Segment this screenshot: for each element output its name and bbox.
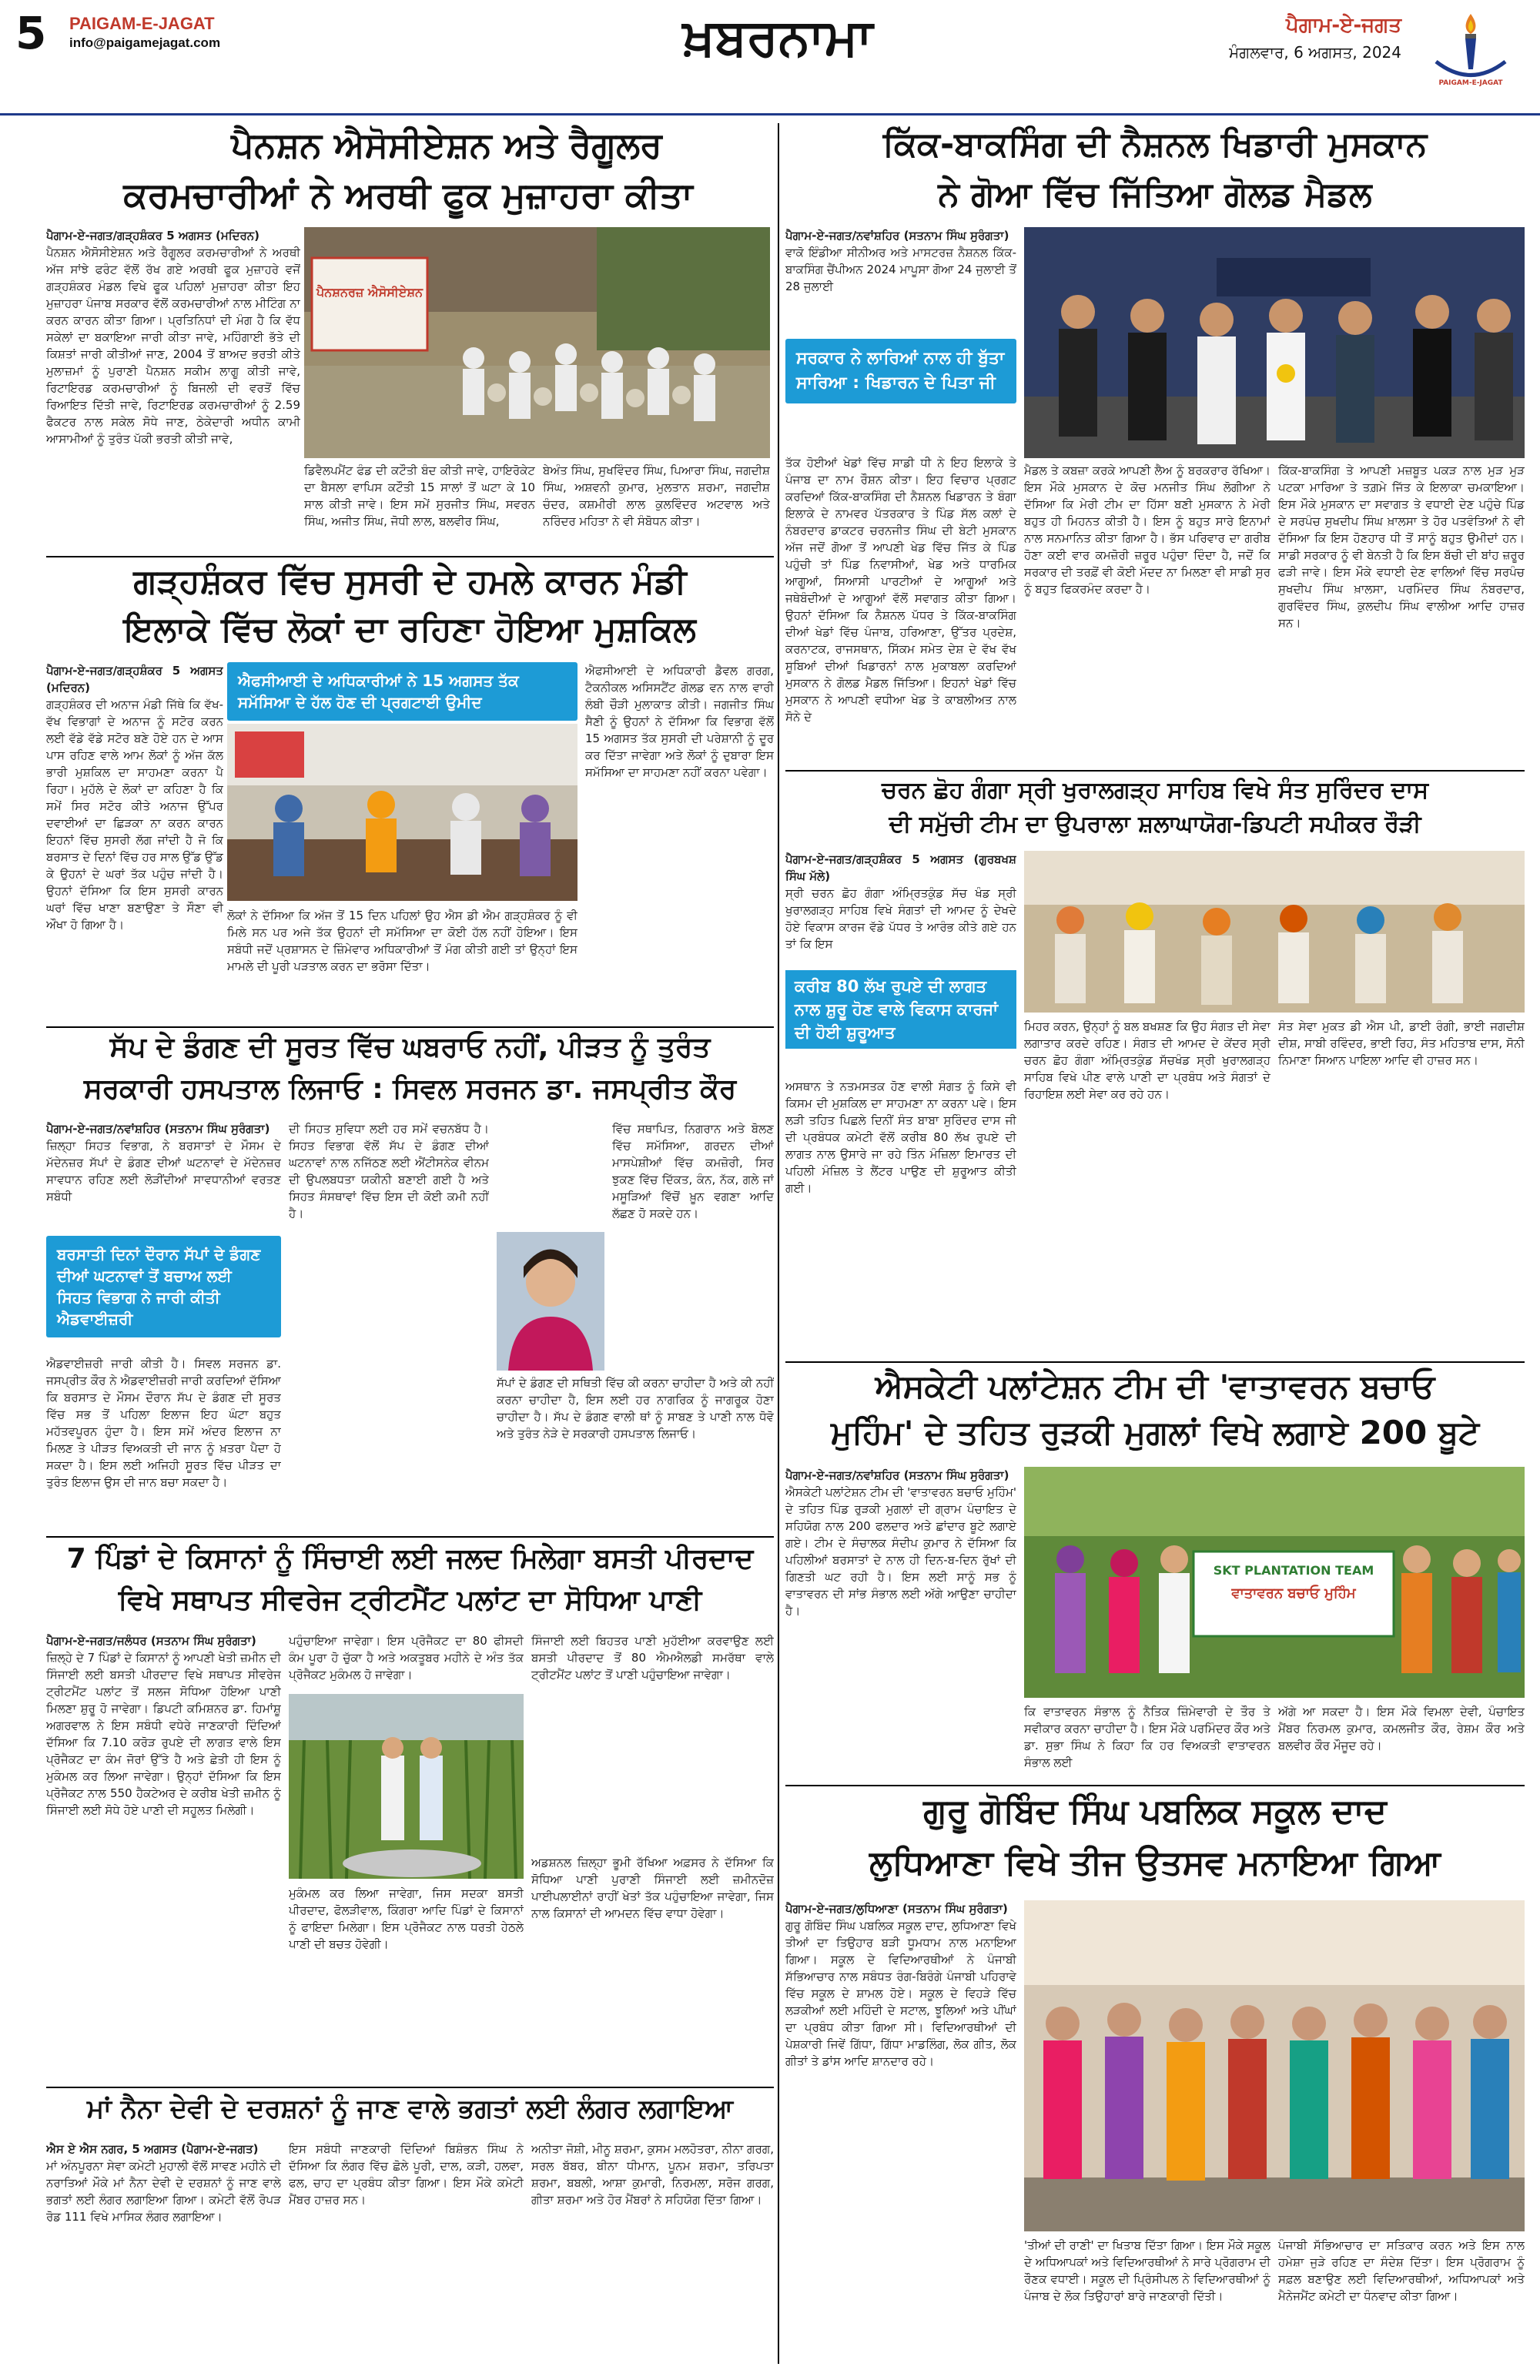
- pension-body-col2: ਡਿਵੈਲਪਮੈਂਟ ਫੰਡ ਦੀ ਕਟੌਤੀ ਬੰਦ ਕੀਤੀ ਜਾਵੇ, ਹਾਇਰੋਕੇਟ ਦਾ ਬੈਸਲਾ ਵਾਪਿਸ ਕਟੌਤੀ 15 ਸਾਲਾਂ ਤੋਂ ਘਟਾ ਕੇ 10 ਸਾਲ ਕੀਤੀ ਜਾਵੇ। ਇਸ ਸਮੇਂ ਸੁਰਜੀਤ ਸਿੰਘ, ਸਵਰਨ ਸਿੰਘ, ਅਜੀਤ ਸਿੰਘ, ਜੋਧੀ ਲਾਲ, ਬਲਵੀਰ ਸਿੰਘ,: [304, 464, 535, 528]
- farmers-body-col1: [46, 1632, 281, 2079]
- school-headline-1: ਗੁਰੂ ਗੋਬਿੰਦ ਸਿੰਘ ਪਬਲਿਕ ਸਕੂਲ ਦਾਦ: [923, 1792, 1387, 1831]
- kickbox-body-col1a: [785, 227, 1016, 335]
- garhshankar-callout: ਐਫਸੀਆਈ ਦੇ ਅਧਿਕਾਰੀਆਂ ਨੇ 15 ਅਗਸਤ ਤੱਕ ਸਮੱਸਿਆ ਦੇ ਹੱਲ ਹੋਣ ਦੀ ਪ੍ਰਗਟਾਈ ਉਮੀਦ: [227, 662, 578, 721]
- plantation-body-1: ਐਸਕੇਟੀ ਪਲਾਂਟੇਸ਼ਨ ਟੀਮ ਦੀ 'ਵਾਤਾਵਰਨ ਬਚਾਓ ਮੁਹਿੰਮ' ਦੇ ਤਹਿਤ ਪਿੰਡ ਰੁੜਕੀ ਮੁਗਲਾਂ ਦੀ ਗ੍ਰਾਮ ਪੰਚਾਇਤ ਦੇ ਸਹਿਯੋਗ ਨਾਲ 200 ਫਲਦਾਰ ਅਤੇ ਛਾਂਦਾਰ ਬੂਟੇ ਲਗਾਏ ਗਏ। ਟੀਮ ਦੇ ਸੰਚਾਲਕ ਸੰਦੀਪ ਕੁਮਾਰ ਨੇ ਦੱਸਿਆ ਕਿ ਪਹਿਲੀਆਂ ਬਰਸਾਤਾਂ ਦੇ ਨਾਲ ਹੀ ਦਿਨ-ਬ-ਦਿਨ ਰੁੱਖਾਂ ਦੀ ਗਿਣਤੀ ਘਟ ਰਹੀ ਹੈ। ਇਸ ਲਈ ਸਾਨੂੰ ਸਭ ਨੂੰ ਵਾਤਾਵਰਨ ਦੀ ਸਾਂਭ ਸੰਭਾਲ ਲਈ ਅੱਗੇ ਆਉਣਾ ਚਾਹੀਦਾ ਹੈ।: [785, 1485, 1016, 1618]
- farmers-dateline: ਪੈਗਾਮ-ਏ-ਜਗਤ/ਜਲੰਧਰ (ਸਤਨਾਮ ਸਿੰਘ ਸੁਰੰਗਤਾ): [46, 1634, 256, 1648]
- svg-text:SKT PLANTATION TEAM: SKT PLANTATION TEAM: [1213, 1563, 1374, 1578]
- school-body-1: ਗੁਰੂ ਗੋਬਿੰਦ ਸਿੰਘ ਪਬਲਿਕ ਸਕੂਲ ਦਾਦ, ਲੁਧਿਆਣਾ ਵਿਖੇ ਤੀਆਂ ਦਾ ਤਿਉਹਾਰ ਬੜੀ ਧੂਮਧਾਮ ਨਾਲ ਮਨਾਇਆ ਗਿਆ। ਸਕੂਲ ਦੇ ਵਿਦਿਆਰਥੀਆਂ ਨੇ ਪੰਜਾਬੀ ਸੱਭਿਆਚਾਰ ਨਾਲ ਸਬੰਧਤ ਰੰਗ-ਬਿਰੰਗੇ ਪੰਜਾਬੀ ਪਹਿਰਾਵੇ ਵਿੱਚ ਸਕੂਲ ਦੇ ਸ਼ਾਮਲ ਹੋਏ। ਸਕੂਲ ਦੇ ਵਿਹੜੇ ਵਿੱਚ ਲੜਕੀਆਂ ਲਈ ਮਹਿੰਦੀ ਦੇ ਸਟਾਲ, ਝੂਲਿਆਂ ਅਤੇ ਪੀਂਘਾਂ ਦਾ ਪ੍ਰਬੰਧ ਕੀਤਾ ਗਿਆ ਸੀ। ਵਿਦਿਆਰਥੀਆਂ ਦੀ ਪੇਸ਼ਕਾਰੀ ਜਿਵੇਂ ਗਿੱਧਾ, ਗਿੱਧਾ ਮਾਡਲਿੰਗ, ਲੋਕ ਗੀਤ, ਲੋਕ ਗੀਤਾਂ ਤੇ ਡਾਂਸ ਆਦਿ ਸ਼ਾਨਦਾਰ ਰਹੇ।: [785, 1919, 1016, 2068]
- farmers-body-col3: ਸਿੰਜਾਈ ਲਈ ਬਿਹਤਰ ਪਾਣੀ ਮੁਹੱਈਆ ਕਰਵਾਉਣ ਲਈ ਬਸਤੀ ਪੀਰਦਾਦ ਤੋਂ 80 ਐਮਐਲਡੀ ਸਮਰੱਥਾ ਵਾਲੇ ਟ੍ਰੀਟਮੈਂਟ ਪਲਾਂਟ ਤੋਂ ਪਾਣੀ ਪਹੁੰਚਾਇਆ ਜਾਵੇਗਾ।: [531, 1634, 774, 1682]
- garhshankar-body-1: ਗੜ੍ਹਸ਼ੰਕਰ ਦੀ ਅਨਾਜ ਮੰਡੀ ਜਿੱਥੇ ਕਿ ਵੱਖ-ਵੱਖ ਵਿਭਾਗਾਂ ਦੇ ਅਨਾਜ ਨੂੰ ਸਟੋਰ ਕਰਨ ਲਈ ਵੱਡੇ ਵੱਡੇ ਸਟੋਰ ਬਣੇ ਹੋਏ ਹਨ ਦੇ ਆਸ ਪਾਸ ਰਹਿਣ ਵਾਲੇ ਆਮ ਲੋਕਾਂ ਨੂੰ ਅੱਜ ਕੱਲ ਭਾਰੀ ਮੁਸ਼ਕਿਲ ਦਾ ਸਾਹਮਣਾ ਕਰਨਾ ਪੈ ਰਿਹਾ। ਮੁਹੱਲੇ ਦੇ ਲੋਕਾਂ ਦਾ ਕਹਿਣਾ ਹੈ ਕਿ ਸਮੇਂ ਸਿਰ ਸਟੋਰ ਕੀਤੇ ਅਨਾਜ ਉੱਪਰ ਦਵਾਈਆਂ ਦਾ ਛਿੜਕਾ ਨਾ ਕਰਨ ਕਾਰਨ ਇਹਨਾਂ ਵਿੱਚ ਸੁਸਰੀ ਲੱਗ ਜਾਂਦੀ ਹੈ ਜੋ ਕਿ ਬਰਸਾਤ ਦੇ ਦਿਨਾਂ ਵਿੱਚ ਹਰ ਸਾਲ ਉੱਡ ਉੱਡ ਕੇ ਉਹਨਾਂ ਦੇ ਘਰਾਂ ਤੱਕ ਪਹੁੰਚ ਜਾਂਦੀ ਹੈ। ਉਹਨਾਂ ਦੱਸਿਆ ਕਿ ਇਸ ਸੁਸਰੀ ਕਾਰਨ ਘਰਾਂ ਵਿੱਚ ਖਾਣਾ ਬਣਾਉਣਾ ਤੇ ਸੌਣਾ ਵੀ ਔਖਾ ਹੋ ਗਿਆ ਹੈ।: [46, 698, 223, 932]
- school-headline-2: ਲੁਧਿਆਣਾ ਵਿਖੇ ਤੀਜ ਉਤਸਵ ਮਨਾਇਆ ਗਿਆ: [869, 1843, 1441, 1883]
- plantation-photo: [1024, 1467, 1525, 1698]
- email-link[interactable]: info@paigamejagat.com: [69, 35, 221, 50]
- school-body-col3: ਪੰਜਾਬੀ ਸੱਭਿਆਚਾਰ ਦਾ ਸਤਿਕਾਰ ਕਰਨ ਅਤੇ ਇਸ ਨਾਲ ਹਮੇਸ਼ਾ ਜੁੜੇ ਰਹਿਣ ਦਾ ਸੰਦੇਸ਼ ਦਿੱਤਾ। ਇਸ ਪ੍ਰੋਗਰਾਮ ਨੂੰ ਸਫ਼ਲ ਬਣਾਉਣ ਲਈ ਵਿਦਿਆਰਥੀਆਂ, ਅਧਿਆਪਕਾਂ ਅਤੇ ਮੈਨੇਜਮੈਂਟ ਕਮੇਟੀ ਦਾ ਧੰਨਵਾਦ ਕੀਤਾ ਗਿਆ।: [1278, 2238, 1525, 2303]
- snake-headline-1: ਸੱਪ ਦੇ ਡੰਗਣ ਦੀ ਸੂਰਤ ਵਿੱਚ ਘਬਰਾਓ ਨਹੀਂ, ਪੀੜਤ ਨੂੰ ਤੁਰੰਤ: [109, 1032, 711, 1063]
- ganga-body-1: ਸ੍ਰੀ ਚਰਨ ਛੋਹ ਗੰਗਾ ਅੰਮ੍ਰਿਤਕੁੰਡ ਸੱਚ ਖੰਡ ਸ੍ਰੀ ਖੁਰਾਲਗੜ੍ਹ ਸਾਹਿਬ ਵਿਖੇ ਸੰਗਤਾਂ ਦੀ ਆਮਦ ਨੂੰ ਦੇਖਦੇ ਹੋਏ ਵਿਕਾਸ ਕਾਰਜ ਵੱਡੇ ਪੱਧਰ ਤੇ ਆਰੰਭ ਕੀਤੇ ਗਏ ਹਨ ਤਾਂ ਕਿ ਇਸ: [785, 886, 1016, 951]
- kickbox-dateline: ਪੈਗਾਮ-ਏ-ਜਗਤ/ਨਵਾਂਸ਼ਹਿਰ (ਸਤਨਾਮ ਸਿੰਘ ਸੁਰੰਗਤਾ): [785, 229, 1009, 243]
- garhshankar-body-col2: ਲੋਕਾਂ ਨੇ ਦੱਸਿਆ ਕਿ ਅੱਜ ਤੋਂ 15 ਦਿਨ ਪਹਿਲਾਂ ਉਹ ਐਸ ਡੀ ਐਮ ਗੜ੍ਹਸ਼ੰਕਰ ਨੂੰ ਵੀ ਮਿਲੇ ਸਨ ਪਰ ਅਜੇ ਤੱਕ ਉਹਨਾਂ ਦੀ ਸਮੱਸਿਆ ਦਾ ਕੋਈ ਹੱਲ ਨਹੀਂ ਹੋਇਆ। ਇਸ ਸਬੰਧੀ ਜਦੋਂ ਪ੍ਰਸ਼ਾਸਨ ਦੇ ਜ਼ਿੰਮੇਵਾਰ ਅਧਿਕਾਰੀਆਂ ਤੋਂ ਮੰਗ ਕੀਤੀ ਗਈ ਤਾਂ ਉਨ੍ਹਾਂ ਇਸ ਮਾਮਲੇ ਦੀ ਪੂਰੀ ਪੜਤਾਲ ਕਰਨ ਦਾ ਭਰੋਸਾ ਦਿੱਤਾ।: [227, 909, 578, 973]
- snake-body-col1a: [46, 1120, 281, 1232]
- garhshankar-headline-1: ਗੜ੍ਹਸ਼ੰਕਰ ਵਿੱਚ ਸੁਸਰੀ ਦੇ ਹਮਲੇ ਕਾਰਨ ਮੰਡੀ: [133, 562, 687, 601]
- school-body-col2: 'ਤੀਆਂ ਦੀ ਰਾਣੀ' ਦਾ ਖਿਤਾਬ ਦਿੱਤਾ ਗਿਆ। ਇਸ ਮੌਕੇ ਸਕੂਲ ਦੇ ਅਧਿਆਪਕਾਂ ਅਤੇ ਵਿਦਿਆਰਥੀਆਂ ਨੇ ਸਾਰੇ ਪ੍ਰੋਗਰਾਮ ਦੀ ਰੌਣਕ ਵਧਾਈ। ਸਕੂਲ ਦੀ ਪ੍ਰਿੰਸੀਪਲ ਨੇ ਵਿਦਿਆਰਥੀਆਂ ਨੂੰ ਪੰਜਾਬ ਦੇ ਲੋਕ ਤਿਉਹਾਰਾਂ ਬਾਰੇ ਜਾਣਕਾਰੀ ਦਿੱਤੀ।: [1024, 2238, 1270, 2303]
- pension-protest-photo: [304, 227, 770, 458]
- pension-body-1: ਪੈਨਸ਼ਨ ਐਸੋਸੀਏਸ਼ਨ ਅਤੇ ਰੈਗੂਲਰ ਕਰਮਚਾਰੀਆਂ ਨੇ ਅਰਥੀ ਅੱਜ ਸਾਂਝੇ ਫਰੰਟ ਵੱਲੋਂ ਰੱਖ ਗਏ ਅਰਥੀ ਫੂਕ ਮੁਜ਼ਾਹਰੇ ਵਜੋਂ ਗੜ੍ਹਸ਼ੰਕਰ ਮੰਡਲ ਵਿਖੇ ਫੂਕ ਪਹਿਲਾਂ ਮੁਜ਼ਾਹਰਾ ਕੀਤਾ ਇਹ ਮੁਜ਼ਾਹਰਾ ਪੰਜਾਬ ਸਰਕਾਰ ਵੱਲੋਂ ਕਰਮਚਾਰੀਆਂ ਨਾਲ ਮੀਟਿੰਗ ਨਾ ਕਰਨ ਕਾਰਨ ਕੀਤਾ ਗਿਆ। ਪ੍ਰਤਿਨਿਧਾਂ ਦੀ ਮੰਗ ਹੈ ਕਿ ਵੱਧ ਸਕੇਲਾਂ ਦਾ ਬਕਾਇਆ ਜਾਰੀ ਕੀਤਾ ਜਾਵੇ, ਮਹਿੰਗਾਈ ਭੱਤੇ ਦੀ ਕਿਸ਼ਤਾਂ ਜਾਰੀ ਕੀਤੀਆਂ ਜਾਣ, 2004 ਤੋਂ ਬਾਅਦ ਭਰਤੀ ਕੀਤੇ ਮੁਲਾਜ਼ਮਾਂ ਨੂੰ ਪੁਰਾਣੀ ਪੈਨਸ਼ਨ ਸਕੀਮ ਲਾਗੂ ਕੀਤੀ ਜਾਵੇ, ਰਿਟਾਇਰਡ ਕਰਮਚਾਰੀਆਂ ਨੂੰ ਬਿਜਲੀ ਦੀ ਵਰਤੋਂ ਵਿੱਚ ਰਿਆਇਤ ਦਿੱਤੀ ਜਾਵੇ, ਰਿਟਾਇਰਡ ਕਰਮਚਾਰੀਆਂ ਨੂੰ 2.59 ਫੈਕਟਰ ਨਾਲ ਸਕੇਲ ਸੋਧੇ ਜਾਣ, ਠੇਕੇਦਾਰੀ ਅਧੀਨ ਕਾਮੀ ਆਸਾਮੀਆਂ ਨੂੰ ਤੁਰੰਤ ਪੱਕੀ ਭਰਤੀ ਕੀਤੀ ਜਾਵੇ,: [46, 246, 300, 446]
- civil-surgeon-photo: [497, 1232, 604, 1371]
- snake-callout: ਬਰਸਾਤੀ ਦਿਨਾਂ ਦੌਰਾਨ ਸੱਪਾਂ ਦੇ ਡੰਗਣ ਦੀਆਂ ਘਟਨਾਵਾਂ ਤੋਂ ਬਚਾਅ ਲਈ ਸਿਹਤ ਵਿਭਾਗ ਨੇ ਜਾਰੀ ਕੀਤੀ ਐਡਵਾਈਜ਼ਰੀ: [46, 1236, 281, 1337]
- kickbox-headline-2: ਨੇ ਗੋਆ ਵਿੱਚ ਜਿੱਤਿਆ ਗੋਲਡ ਮੈਡਲ: [938, 175, 1372, 214]
- kickbox-body-col3: ਕਿੱਕ-ਬਾਕਸਿੰਗ ਤੇ ਆਪਣੀ ਮਜ਼ਬੂਤ ਪਕੜ ਨਾਲ ਮੁੜ ਮੁੜ ਪਟਕਾ ਮਾਰਿਆ ਤੇ ਤਗ਼ਮੇ ਜਿੱਤ ਕੇ ਇਲਾਕਾ ਚਮਕਾਇਆ। ਇਸ ਮੌਕੇ ਮੁਸਕਾਨ ਦਾ ਸਵਾਗਤ ਤੇ ਵਧਾਈ ਦੇਣ ਪਹੁੰਚੇ ਪਿੰਡ ਦੇ ਸਰਪੰਚ ਸੁਖਦੀਪ ਸਿੰਘ ਖ਼ਾਲਸਾ ਤੇ ਹੋਰ ਪਤਵੰਤਿਆਂ ਨੇ ਵੀ ਦੱਸਿਆ ਕਿ ਇਸ ਹੋਣਹਾਰ ਧੀ ਤੋਂ ਸਾਨੂੰ ਬਹੁਤ ਉਮੀਦਾਂ ਹਨ। ਸਾਡੀ ਸਰਕਾਰ ਨੂੰ ਵੀ ਬੇਨਤੀ ਹੈ ਕਿ ਇਸ ਬੱਚੀ ਦੀ ਬਾਂਹ ਜ਼ਰੂਰ ਫੜੀ ਜਾਵੇ। ਇਸ ਮੌਕੇ ਵਧਾਈ ਦੇਣ ਵਾਲਿਆਂ ਵਿੱਚ ਸਰਪੰਚ ਸੁਖਦੀਪ ਸਿੰਘ ਖ਼ਾਲਸਾ, ਪਰਮਿੰਦਰ ਸਿੰਘ ਨੰਬਰਦਾਰ, ਗੁਰਵਿੰਦਰ ਸਿੰਘ, ਕੁਲਦੀਪ ਸਿੰਘ ਵਾਲੀਆ ਆਦਿ ਹਾਜ਼ਰ ਸਨ।: [1278, 464, 1525, 630]
- kickbox-body-1: ਵਾਕੋ ਇੰਡੀਆ ਸੀਨੀਅਰ ਅਤੇ ਮਾਸਟਰਜ਼ ਨੈਸ਼ਨਲ ਕਿੱਕ-ਬਾਕਸਿੰਗ ਚੈਂਪੀਅਨ 2024 ਮਾਪੂਸਾ ਗੋਆ 24 ਜੁਲਾਈ ਤੋਂ 28 ਜੁਲਾਈ: [785, 246, 1016, 293]
- garhshankar-meeting-photo: [227, 724, 578, 901]
- column-divider: [778, 123, 779, 2364]
- svg-text:ਵਾਤਾਵਰਨ ਬਚਾਓ ਮੁਹਿੰਮ: ਵਾਤਾਵਰਨ ਬਚਾਓ ਮੁਹਿੰਮ: [1231, 1585, 1356, 1602]
- kickbox-body-col2: ਮੈਡਲ ਤੇ ਕਬਜ਼ਾ ਕਰਕੇ ਆਪਣੀ ਲੈਅ ਨੂੰ ਬਰਕਰਾਰ ਰੱਖਿਆ। ਇਸ ਮੌਕੇ ਮੁਸਕਾਨ ਦੇ ਕੋਚ ਮਨਜੀਤ ਸਿੰਘ ਲੋਗੀਆ ਨੇ ਦੱਸਿਆ ਕਿ ਮੇਰੀ ਟੀਮ ਦਾ ਹਿੱਸਾ ਬਣੀ ਮੁਸਕਾਨ ਨੇ ਮੇਰੀ ਬਹੁਤ ਹੀ ਮਿਹਨਤ ਕੀਤੀ ਹੈ। ਇਸ ਨੂੰ ਬਹੁਤ ਸਾਰੇ ਇਨਾਮਾਂ ਨਾਲ ਸਨਮਾਨਿਤ ਕੀਤਾ ਗਿਆ ਹੈ। ਭੱਸ ਪਰਿਵਾਰ ਦਾ ਗਰੀਬ ਹੋਣਾ ਕਈ ਵਾਰ ਕਮਜ਼ੋਰੀ ਜ਼ਰੂਰ ਪਹੁੰਚਾ ਦਿੰਦਾ ਹੈ, ਜਦੋਂ ਕਿ ਸਰਕਾਰ ਦੀ ਤਰਫ਼ੋਂ ਵੀ ਕੋਈ ਮੱਦਦ ਨਾ ਮਿਲਣਾ ਵੀ ਸਾਡੀ ਸੁਰ ਨੂੰ ਬਹੁਤ ਫਿਕਰਮੰਦ ਕਰਦਾ ਹੈ।: [1024, 464, 1270, 596]
- snake-body-col3: ਵਿੱਚ ਸਥਾਪਿਤ, ਨਿਗਰਾਨ ਅਤੇ ਬੋਲਣ ਵਿੱਚ ਸਮੱਸਿਆ, ਗਰਦਨ ਦੀਆਂ ਮਾਸਪੇਸ਼ੀਆਂ ਵਿੱਚ ਕਮਜ਼ੋਰੀ, ਸਿਰ ਝੁਕਣ ਵਿੱਚ ਦਿੱਕਤ, ਕੰਨ, ਨੱਕ, ਗਲੇ ਜਾਂ ਮਸੂੜਿਆਂ ਵਿੱਚੋਂ ਖ਼ੂਨ ਵਗਣਾ ਆਦਿ ਲੱਛਣ ਹੋ ਸਕਦੇ ਹਨ।: [612, 1122, 774, 1220]
- pension-headline-2: ਕਰਮਚਾਰੀਆਂ ਨੇ ਅਰਥੀ ਫੂਕ ਮੁਜ਼ਾਹਰਾ ਕੀਤਾ: [123, 174, 693, 216]
- langar-dateline: ਐਸ ਏ ਐਸ ਨਗਰ, 5 ਅਗਸਤ (ਪੈਗਾਮ-ਏ-ਜਗਤ): [46, 2142, 259, 2156]
- farmers-body-col2: ਪਹੁੰਚਾਇਆ ਜਾਵੇਗਾ। ਇਸ ਪ੍ਰੋਜੈਕਟ ਦਾ 80 ਫੀਸਦੀ ਕੰਮ ਪੂਰਾ ਹੋ ਚੁੱਕਾ ਹੈ ਅਤੇ ਅਕਤੂਬਰ ਮਹੀਨੇ ਦੇ ਅੰਤ ਤੱਕ ਪ੍ਰੋਜੈਕਟ ਮੁਕੰਮਲ ਹੋ ਜਾਵੇਗਾ।: [289, 1634, 524, 1682]
- kickbox-headline-1: ਕਿੱਕ-ਬਾਕਸਿੰਗ ਦੀ ਨੈਸ਼ਨਲ ਖਿਡਾਰੀ ਮੁਸਕਾਨ: [882, 125, 1428, 164]
- brand-gurmukhi: ਪੈਗਾਮ-ਏ-ਜਗਤ: [1286, 14, 1401, 37]
- school-teej-photo: [1024, 1900, 1525, 2231]
- garhshankar-body-col3: ਐਫਸੀਆਈ ਦੇ ਅਧਿਕਾਰੀ ਡੈਵਲ ਗਰਗ, ਟੈਕਨੀਕਲ ਅਸਿਸਟੈਂਟ ਗੋਲਡ ਵਨ ਨਾਲ ਵਾਰੀ ਲੰਬੀ ਚੌੜੀ ਮੁਲਾਕਾਤ ਕੀਤੀ। ਜਗਜੀਤ ਸਿੰਘ ਸੈਣੀ ਨੂੰ ਉਹਨਾਂ ਨੇ ਦੱਸਿਆ ਕਿ ਵਿਭਾਗ ਵੱਲੋਂ 15 ਅਗਸਤ ਤੱਕ ਸੁਸਰੀ ਦੀ ਪਰੇਸ਼ਾਨੀ ਨੂੰ ਦੂਰ ਕਰ ਦਿੱਤਾ ਜਾਵੇਗਾ ਅਤੇ ਲੋਕਾਂ ਨੂੰ ਦੁਬਾਰਾ ਇਸ ਸਮੱਸਿਆ ਦਾ ਸਾਹਮਣਾ ਨਹੀਂ ਕਰਨਾ ਪਵੇਗਾ।: [585, 664, 774, 779]
- masthead: ਖ਼ਬਰਨਾਮਾ: [682, 8, 873, 67]
- langar-headline: ਮਾਂ ਨੈਨਾ ਦੇਵੀ ਦੇ ਦਰਸ਼ਨਾਂ ਨੂੰ ਜਾਣ ਵਾਲੇ ਭਗਤਾਂ ਲਈ ਲੰਗਰ ਲਗਾਇਆ: [86, 2094, 734, 2124]
- torch-logo-icon: [1421, 8, 1521, 92]
- plantation-body-col3: ਅੱਗੇ ਆ ਸਕਦਾ ਹੈ। ਇਸ ਮੌਕੇ ਵਿਮਲਾ ਦੇਵੀ, ਪੰਚਾਇਤ ਮੈਂਬਰ ਨਿਰਮਲ ਕੁਮਾਰ, ਕਮਲਜੀਤ ਕੌਰ, ਰੇਸ਼ਮ ਕੌਰ ਅਤੇ ਬਲਵੀਰ ਕੌਰ ਮੌਜੂਦ ਰਹੇ।: [1278, 1705, 1525, 1752]
- page-number: 5: [15, 7, 47, 59]
- langar-body-col3: ਅਨੀਤਾ ਜੋਸ਼ੀ, ਮੀਨੂ ਸ਼ਰਮਾ, ਕੁਸਮ ਮਲਹੋਤਰਾ, ਨੀਨਾ ਗਰਗ, ਸਰਲ ਬੱਬਰ, ਬੀਨਾ ਧੀਮਾਨ, ਪੂਨਮ ਸ਼ਰਮਾ, ਤਰਿਪਤਾ ਸ਼ਰਮਾ, ਬਬਲੀ, ਆਸ਼ਾ ਕੁਮਾਰੀ, ਨਿਰਮਲਾ, ਸਰੋਜ ਗਰਗ, ਗੀਤਾ ਸ਼ਰਮਾ ਅਤੇ ਹੋਰ ਮੈਂਬਰਾਂ ਨੇ ਸਹਿਯੋਗ ਦਿੱਤਾ ਗਿਆ।: [531, 2142, 774, 2207]
- pension-headline-1: ਪੈਨਸ਼ਨ ਐਸੋਸੀਏਸ਼ਨ ਅਤੇ ਰੈਗੂਲਰ: [231, 124, 662, 166]
- snake-body-col1b: ਐਡਵਾਈਜ਼ਰੀ ਜਾਰੀ ਕੀਤੀ ਹੈ। ਸਿਵਲ ਸਰਜਨ ਡਾ. ਜਸਪ੍ਰੀਤ ਕੌਰ ਨੇ ਐਡਵਾਈਜ਼ਰੀ ਜਾਰੀ ਕਰਦਿਆਂ ਦੱਸਿਆ ਕਿ ਬਰਸਾਤ ਦੇ ਮੌਸਮ ਦੌਰਾਨ ਸੱਪ ਦੇ ਡੰਗਣ ਦੀ ਸੂਰਤ ਵਿੱਚ ਸਭ ਤੋਂ ਪਹਿਲਾ ਇਲਾਜ ਇਹ ਘੰਟਾ ਬਹੁਤ ਮਹੱਤਵਪੂਰਨ ਹੁੰਦਾ ਹੈ। ਇਸ ਸਮੇਂ ਅੰਦਰ ਇਲਾਜ ਨਾ ਮਿਲਣ ਤੇ ਪੀੜਤ ਵਿਅਕਤੀ ਦੀ ਜਾਨ ਨੂੰ ਖ਼ਤਰਾ ਪੈਦਾ ਹੋ ਸਕਦਾ ਹੈ। ਇਸ ਲਈ ਅਜਿਹੀ ਸੂਰਤ ਵਿੱਚ ਪੀੜਤ ਦਾ ਤੁਰੰਤ ਇਲਾਜ ਉਸ ਦੀ ਜਾਨ ਬਚਾ ਸਕਦਾ ਹੈ।: [46, 1357, 281, 1489]
- farmers-body-1: ਜ਼ਿਲ੍ਹੇ ਦੇ 7 ਪਿੰਡਾਂ ਦੇ ਕਿਸਾਨਾਂ ਨੂੰ ਆਪਣੀ ਖੇਤੀ ਜ਼ਮੀਨ ਦੀ ਸਿੰਜਾਈ ਲਈ ਬਸਤੀ ਪੀਰਦਾਦ ਵਿਖੇ ਸਥਾਪਤ ਸੀਵਰੇਜ ਟ੍ਰੀਟਮੈਂਟ ਪਲਾਂਟ ਤੋਂ ਸਲਜ ਸੋਧਿਆ ਹੋਇਆ ਪਾਣੀ ਮਿਲਣਾ ਸ਼ੁਰੂ ਹੋ ਜਾਵੇਗਾ। ਡਿਪਟੀ ਕਮਿਸ਼ਨਰ ਡਾ. ਹਿਮਾਂਸ਼ੂ ਅਗਰਵਾਲ ਨੇ ਇਸ ਸਬੰਧੀ ਵਧੇਰੇ ਜਾਣਕਾਰੀ ਦਿੰਦਿਆਂ ਦੱਸਿਆ ਕਿ 7.10 ਕਰੋੜ ਰੁਪਏ ਦੀ ਲਾਗਤ ਵਾਲੇ ਇਸ ਪ੍ਰੋਜੈਕਟ ਦਾ ਕੰਮ ਜੋਰਾਂ ਉੱਤੇ ਹੈ ਅਤੇ ਛੇਤੀ ਹੀ ਇਸ ਨੂੰ ਮੁਕੰਮਲ ਕਰ ਲਿਆ ਜਾਵੇਗਾ। ਉਨ੍ਹਾਂ ਦੱਸਿਆ ਕਿ ਇਸ ਪ੍ਰੋਜੈਕਟ ਨਾਲ 550 ਹੈਕਟੇਅਰ ਦੇ ਕਰੀਬ ਖੇਤੀ ਜ਼ਮੀਨ ਨੂੰ ਸਿੰਜਾਈ ਲਈ ਸੋਧੇ ਹੋਏ ਪਾਣੀ ਦੀ ਸਹੂਲਤ ਮਿਲੇਗੀ।: [46, 1651, 281, 1817]
- langar-body-1: ਮਾਂ ਅੰਨਪੂਰਨਾ ਸੇਵਾ ਕਮੇਟੀ ਮੁਹਾਲੀ ਵੱਲੋਂ ਸਾਵਣ ਮਹੀਨੇ ਦੀ ਨਰਾਤਿਆਂ ਮੌਕੇ ਮਾਂ ਨੈਨਾ ਦੇਵੀ ਦੇ ਦਰਸ਼ਨਾਂ ਨੂੰ ਜਾਣ ਵਾਲੇ ਭਗਤਾਂ ਲਈ ਲੰਗਰ ਲਗਾਇਆ ਗਿਆ। ਕਮੇਟੀ ਵੱਲੋਂ ਰੋਪੜ ਰੋਡ 111 ਵਿਖੇ ਮਾਸਿਕ ਲੰਗਰ ਲਗਾਇਆ।: [46, 2159, 281, 2224]
- plantation-dateline: ਪੈਗਾਮ-ਏ-ਜਗਤ/ਨਵਾਂਸ਼ਹਿਰ (ਸਤਨਾਮ ਸਿੰਘ ਸੁਰੰਗਤਾ): [785, 1468, 1009, 1482]
- kickbox-callout: ਸਰਕਾਰ ਨੇ ਲਾਰਿਆਂ ਨਾਲ ਹੀ ਬੁੱਤਾ ਸਾਰਿਆ : ਖਿਡਾਰਨ ਦੇ ਪਿਤਾ ਜੀ: [785, 339, 1016, 403]
- snake-headline-2: ਸਰਕਾਰੀ ਹਸਪਤਾਲ ਲਿਜਾਓ : ਸਿਵਲ ਸਰਜਨ ਡਾ. ਜਸਪ੍ਰੀਤ ਕੌਰ: [83, 1073, 737, 1105]
- garhshankar-dateline: ਪੈਗਾਮ-ਏ-ਜਗਤ/ਗੜ੍ਹਸ਼ੰਕਰ 5 ਅਗਸਤ (ਮਦਿਰਨ): [46, 664, 223, 695]
- snake-dateline: ਪੈਗਾਮ-ਏ-ਜਗਤ/ਨਵਾਂਸ਼ਹਿਰ (ਸਤਨਾਮ ਸਿੰਘ ਸੁਰੰਗਤਾ): [46, 1122, 270, 1136]
- pension-body-col1: [46, 227, 300, 551]
- issue-date: ਮੰਗਲਵਾਰ, 6 ਅਗਸਤ, 2024: [1229, 43, 1401, 62]
- snake-body-col4: ਸੱਪਾਂ ਦੇ ਡੰਗਣ ਦੀ ਸਥਿਤੀ ਵਿੱਚ ਕੀ ਕਰਨਾ ਚਾਹੀਦਾ ਹੈ ਅਤੇ ਕੀ ਨਹੀਂ ਕਰਨਾ ਚਾਹੀਦਾ ਹੈ, ਇਸ ਲਈ ਹਰ ਨਾਗਰਿਕ ਨੂੰ ਜਾਗਰੂਕ ਹੋਣਾ ਚਾਹੀਦਾ ਹੈ। ਸੱਪ ਦੇ ਡੰਗਣ ਵਾਲੀ ਥਾਂ ਨੂੰ ਸਾਬਣ ਤੇ ਪਾਣੀ ਨਾਲ ਧੋਵੋ ਅਤੇ ਤੁਰੰਤ ਨੇੜੇ ਦੇ ਸਰਕਾਰੀ ਹਸਪਤਾਲ ਲਿਜਾਓ।: [497, 1376, 774, 1441]
- farmers-headline-1: 7 ਪਿੰਡਾਂ ਦੇ ਕਿਸਾਨਾਂ ਨੂੰ ਸਿੰਚਾਈ ਲਈ ਜਲਦ ਮਿਲੇਗਾ ਬਸਤੀ ਪੀਰਦਾਦ: [66, 1543, 754, 1575]
- ganga-body-col2: ਮਿਹਰ ਕਰਨ, ਉਨ੍ਹਾਂ ਨੂੰ ਬਲ ਬਖਸ਼ਣ ਕਿ ਉਹ ਸੰਗਤ ਦੀ ਸੇਵਾ ਲਗਾਤਾਰ ਕਰਦੇ ਰਹਿਣ। ਸੰਗਤ ਦੀ ਆਮਦ ਦੇ ਕੇਂਦਰ ਸ੍ਰੀ ਚਰਨ ਛੋਹ ਗੰਗਾ ਅੰਮ੍ਰਿਤਕੁੰਡ ਸੱਚਖੰਡ ਸ੍ਰੀ ਖੁਰਾਲਗੜ੍ਹ ਸਾਹਿਬ ਵਿਖੇ ਪੀਣ ਵਾਲੇ ਪਾਣੀ ਦਾ ਪ੍ਰਬੰਧ ਅਤੇ ਸੰਗਤਾਂ ਦੇ ਰਿਹਾਇਸ਼ ਲਈ ਸੇਵਾ ਕਰ ਰਹੇ ਹਨ।: [1024, 1019, 1270, 1101]
- garhshankar-headline-2: ਇਲਾਕੇ ਵਿੱਚ ਲੋਕਾਂ ਦਾ ਰਹਿਣਾ ਹੋਇਆ ਮੁਸ਼ਕਿਲ: [124, 610, 696, 649]
- farmers-field-photo: [289, 1694, 524, 1879]
- divider: [785, 1785, 1525, 1786]
- ganga-callout: ਕਰੀਬ 80 ਲੱਖ ਰੁਪਏ ਦੀ ਲਾਗਤ ਨਾਲ ਸ਼ੁਰੂ ਹੋਣ ਵਾਲੇ ਵਿਕਾਸ ਕਾਰਜਾਂ ਦੀ ਹੋਈ ਸ਼ੁਰੂਆਤ: [785, 970, 1016, 1049]
- langar-body-col1: [46, 2141, 281, 2364]
- plantation-headline-2: ਮੁਹਿੰਮ' ਦੇ ਤਹਿਤ ਰੁੜਕੀ ਮੁਗਲਾਂ ਵਿਖੇ ਲਗਾਏ 200 ਬੂਟੇ: [830, 1414, 1479, 1451]
- ganga-ceremony-photo: [1024, 851, 1525, 1013]
- plantation-body-col1: [785, 1467, 1016, 1779]
- snake-body-1: ਜ਼ਿਲ੍ਹਾ ਸਿਹਤ ਵਿਭਾਗ, ਨੇ ਬਰਸਾਤਾਂ ਦੇ ਮੌਸਮ ਦੇ ਮੱਦੇਨਜ਼ਰ ਸੱਪਾਂ ਦੇ ਡੰਗਣ ਦੀਆਂ ਘਟਨਾਵਾਂ ਦੇ ਮੱਦੇਨਜ਼ਰ ਸਾਵਧਾਨ ਰਹਿਣ ਲਈ ਲੋੜੀਂਦੀਆਂ ਸਾਵਧਾਨੀਆਂ ਵਰਤਣ ਸਬੰਧੀ: [46, 1139, 281, 1203]
- ganga-headline-1: ਚਰਨ ਛੋਹ ਗੰਗਾ ਸ੍ਰੀ ਖੁਰਾਲਗੜ੍ਹ ਸਾਹਿਬ ਵਿਖੇ ਸੰਤ ਸੁਰਿੰਦਰ ਦਾਸ: [881, 777, 1429, 804]
- kickbox-medal-photo: [1024, 227, 1525, 458]
- divider: [46, 2087, 774, 2088]
- plantation-body-col2: ਕਿ ਵਾਤਾਵਰਨ ਸੰਭਾਲ ਨੂੰ ਨੈਤਿਕ ਜ਼ਿੰਮੇਵਾਰੀ ਦੇ ਤੌਰ ਤੇ ਸਵੀਕਾਰ ਕਰਨਾ ਚਾਹੀਦਾ ਹੈ। ਇਸ ਮੌਕੇ ਪਰਮਿੰਦਰ ਕੌਰ ਅਤੇ ਡਾ. ਸੁਭਾ ਸਿੰਘ ਨੇ ਕਿਹਾ ਕਿ ਹਰ ਵਿਅਕਤੀ ਵਾਤਾਵਰਨ ਸੰਭਾਲ ਲਈ: [1024, 1705, 1270, 1769]
- brand-latin: PAIGAM-E-JAGAT: [69, 14, 215, 33]
- langar-body-col2: ਇਸ ਸਬੰਧੀ ਜਾਣਕਾਰੀ ਦਿੰਦਿਆਂ ਬਿਸ਼ੰਭਨ ਸਿੰਘ ਨੇ ਦੱਸਿਆ ਕਿ ਲੰਗਰ ਵਿੱਚ ਛੋਲੇ ਪੂਰੀ, ਦਾਲ, ਕੜੀ, ਹਲਵਾ, ਫਲ, ਚਾਹ ਦਾ ਪ੍ਰਬੰਧ ਕੀਤਾ ਗਿਆ। ਇਸ ਮੌਕੇ ਕਮੇਟੀ ਮੈਂਬਰ ਹਾਜ਼ਰ ਸਨ।: [289, 2142, 524, 2207]
- divider: [46, 1026, 774, 1028]
- school-body-col1: [785, 1900, 1016, 2362]
- garhshankar-body-col1: [46, 662, 223, 1020]
- pension-body-col3: ਬੇਅੰਤ ਸਿੰਘ, ਸੁਖਵਿੰਦਰ ਸਿੰਘ, ਪਿਆਰਾ ਸਿੰਘ, ਜਗਦੀਸ਼ ਸਿੰਘ, ਅਸ਼ਵਨੀ ਕੁਮਾਰ, ਮੁਲਤਾਨ ਸ਼ਰਮਾ, ਜਗਦੀਸ਼ ਚੰਦਰ, ਕਸ਼ਮੀਰੀ ਲਾਲ ਕੁਲਵਿੰਦਰ ਅਟਵਾਲ ਅਤੇ ਨਰਿੰਦਰ ਮਹਿਤਾ ਨੇ ਵੀ ਸੰਬੋਧਨ ਕੀਤਾ।: [543, 464, 770, 528]
- ganga-body-col1b: ਅਸਥਾਨ ਤੇ ਨਤਮਸਤਕ ਹੋਣ ਵਾਲੀ ਸੰਗਤ ਨੂੰ ਕਿਸੇ ਵੀ ਕਿਸਮ ਦੀ ਮੁਸ਼ਕਿਲ ਦਾ ਸਾਹਮਣਾ ਨਾ ਕਰਨਾ ਪਵੇ। ਇਸ ਲੜੀ ਤਹਿਤ ਪਿਛਲੇ ਦਿਨੀਂ ਸੰਤ ਬਾਬਾ ਸੁਰਿੰਦਰ ਦਾਸ ਜੀ ਦੀ ਪ੍ਰਬੰਧਕ ਕਮੇਟੀ ਵੱਲੋਂ ਕਰੀਬ 80 ਲੱਖ ਰੁਪਏ ਦੀ ਲਾਗਤ ਨਾਲ ਉਸਾਰੇ ਜਾ ਰਹੇ ਤਿੰਨ ਮੰਜ਼ਿਲਾ ਇਮਾਰਤ ਦੀ ਪਹਿਲੀ ਮੰਜ਼ਿਲ ਤੇ ਲੈਂਟਰ ਪਾਉਣ ਦੀ ਸ਼ੁਰੂਆਤ ਕੀਤੀ ਗਈ।: [785, 1080, 1016, 1195]
- ganga-body-col3: ਸੰਤ ਸੇਵਾ ਮੁਕਤ ਡੀ ਐਸ ਪੀ, ਡਾਈ ਰੰਗੀ, ਭਾਈ ਜਗਦੀਸ਼ ਦੀਸ਼, ਸਾਬੀ ਰਵਿੰਦਰ, ਭਾਈ ਰਿਹ, ਸੰਤ ਮਹਿਤਾਬ ਦਾਸ, ਸੋਨੀ ਨਿਮਾਣਾ ਸਿਆਨ ਪਾਇਲਾ ਆਦਿ ਵੀ ਹਾਜ਼ਰ ਸਨ।: [1278, 1019, 1525, 1067]
- school-dateline: ਪੈਗਾਮ-ਏ-ਜਗਤ/ਲੁਧਿਆਣਾ (ਸਤਨਾਮ ਸਿੰਘ ਸੁਰੰਗਤਾ): [785, 1902, 1008, 1916]
- farmers-body-col5: ਅਡਸ਼ਨਲ ਜ਼ਿਲ੍ਹਾ ਭੂਮੀ ਰੱਖਿਆ ਅਫ਼ਸਰ ਨੇ ਦੱਸਿਆ ਕਿ ਸੋਧਿਆ ਪਾਣੀ ਪੁਰਾਣੀ ਸਿੰਜਾਈ ਲਈ ਜ਼ਮੀਨਦੋਜ਼ ਪਾਈਪਲਾਈਨਾਂ ਰਾਹੀਂ ਖੇਤਾਂ ਤੱਕ ਪਹੁੰਚਾਇਆ ਜਾਵੇਗਾ, ਜਿਸ ਨਾਲ ਕਿਸਾਨਾਂ ਦੀ ਆਮਦਨ ਵਿੱਚ ਵਾਧਾ ਹੋਵੇਗਾ।: [531, 1856, 774, 1920]
- pension-dateline: ਪੈਗਾਮ-ਏ-ਜਗਤ/ਗੜ੍ਹਸ਼ੰਕਰ 5 ਅਗਸਤ (ਮਦਿਰਨ): [46, 229, 260, 243]
- snake-body-col2: ਦੀ ਸਿਹਤ ਸੁਵਿਧਾ ਲਈ ਹਰ ਸਮੇਂ ਵਚਨਬੱਧ ਹੈ। ਸਿਹਤ ਵਿਭਾਗ ਵੱਲੋਂ ਸੱਪ ਦੇ ਡੰਗਣ ਦੀਆਂ ਘਟਨਾਵਾਂ ਨਾਲ ਨਜਿੱਠਣ ਲਈ ਐਂਟੀਸਨੇਕ ਵੀਨਮ ਦੀ ਉਪਲਬਧਤਾ ਯਕੀਨੀ ਬਣਾਈ ਗਈ ਹੈ ਅਤੇ ਸਿਹਤ ਸੰਸਥਾਵਾਂ ਵਿੱਚ ਇਸ ਦੀ ਕੋਈ ਕਮੀ ਨਹੀਂ ਹੈ।: [289, 1122, 489, 1220]
- divider: [46, 556, 774, 557]
- farmers-headline-2: ਵਿਖੇ ਸਥਾਪਤ ਸੀਵਰੇਜ ਟ੍ਰੀਟਮੈਂਟ ਪਲਾਂਟ ਦਾ ਸੋਧਿਆ ਪਾਣੀ: [118, 1585, 702, 1616]
- divider: [785, 770, 1525, 772]
- divider: [46, 1536, 774, 1538]
- ganga-dateline: ਪੈਗਾਮ-ਏ-ਜਗਤ/ਗੜ੍ਹਸ਼ੰਕਰ 5 ਅਗਸਤ (ਗੁਰਬਖਸ਼ ਸਿੰਘ ਮੱਲੇ): [785, 852, 1016, 883]
- ganga-body-col1a: [785, 851, 1016, 966]
- divider: [785, 1361, 1525, 1363]
- svg-text:ਪੈਨਸ਼ਨਰਜ਼ ਐਸੋਸੀਏਸ਼ਨ: ਪੈਨਸ਼ਨਰਜ਼ ਐਸੋਸੀਏਸ਼ਨ: [316, 285, 424, 300]
- ganga-headline-2: ਦੀ ਸਮੁੱਚੀ ਟੀਮ ਦਾ ਉਪਰਾਲਾ ਸ਼ਲਾਘਾਯੋਗ-ਡਿਪਟੀ ਸਪੀਕਰ ਰੌੜੀ: [889, 811, 1421, 838]
- plantation-headline-1: ਐਸਕੇਟੀ ਪਲਾਂਟੇਸ਼ਨ ਟੀਮ ਦੀ 'ਵਾਤਾਵਰਨ ਬਚਾਓ: [875, 1367, 1435, 1405]
- farmers-body-col4: ਮੁਕੰਮਲ ਕਰ ਲਿਆ ਜਾਵੇਗਾ, ਜਿਸ ਸਦਕਾ ਬਸਤੀ ਪੀਰਦਾਦ, ਫੋਲੜੀਵਾਲ, ਕਿੰਗਰਾ ਆਦਿ ਪਿੰਡਾਂ ਦੇ ਕਿਸਾਨਾਂ ਨੂੰ ਫਾਇਦਾ ਮਿਲੇਗਾ। ਇਸ ਪ੍ਰੋਜੈਕਟ ਨਾਲ ਧਰਤੀ ਹੇਠਲੇ ਪਾਣੀ ਦੀ ਬਚਤ ਹੋਵੇਗੀ।: [289, 1886, 524, 1951]
- kickbox-body-col1b: ਤੱਕ ਹੋਈਆਂ ਖੇਡਾਂ ਵਿੱਚ ਸਾਡੀ ਧੀ ਨੇ ਇਹ ਇਲਾਕੇ ਤੇ ਪੰਜਾਬ ਦਾ ਨਾਮ ਰੌਸ਼ਨ ਕੀਤਾ। ਇਹ ਵਿਚਾਰ ਪ੍ਰਗਟ ਕਰਦਿਆਂ ਕਿੱਕ-ਬਾਕਸਿੰਗ ਦੀ ਨੈਸ਼ਨਲ ਖਿਡਾਰਨ ਤੇ ਬੰਗਾ ਇਲਾਕੇ ਦੇ ਨਾਮਵਰ ਪੱਤਰਕਾਰ ਤੇ ਪਿੰਡ ਸੱਲ ਕਲਾਂ ਦੇ ਨੰਬਰਦਾਰ ਡਾਕਟਰ ਚਰਨਜੀਤ ਸਿੰਘ ਦੀ ਬੇਟੀ ਮੁਸਕਾਨ ਅੱਜ ਜਦੋਂ ਗੋਆ ਤੋਂ ਆਪਣੀ ਖੇਡ ਵਿੱਚ ਜਿੱਤ ਕੇ ਪਿੰਡ ਪਹੁੰਚੀ ਤਾਂ ਪਿੰਡ ਨਿਵਾਸੀਆਂ, ਖੇਡ ਅਤੇ ਧਾਰਮਿਕ ਆਗੂਆਂ, ਸਿਆਸੀ ਪਾਰਟੀਆਂ ਦੇ ਆਗੂਆਂ ਅਤੇ ਜਥੇਬੰਦੀਆਂ ਦੇ ਆਗੂਆਂ ਵੱਲੋਂ ਸਵਾਗਤ ਕੀਤਾ ਗਿਆ। ਉਹਨਾਂ ਦੱਸਿਆ ਕਿ ਨੈਸ਼ਨਲ ਪੱਧਰ ਤੇ ਕਿੱਕ-ਬਾਕਸਿੰਗ ਦੀਆਂ ਖੇਡਾਂ ਵਿੱਚ ਪੰਜਾਬ, ਹਰਿਆਣਾ, ਉੱਤਰ ਪ੍ਰਦੇਸ਼, ਕਰਨਾਟਕ, ਰਾਜਸਥਾਨ, ਸਿੱਕਮ ਸਮੇਤ ਦੇਸ਼ ਦੇ ਵੱਖ ਵੱਖ ਸੂਬਿਆਂ ਦੀਆਂ ਖਿਡਾਰਨਾਂ ਨਾਲ ਮੁਕਾਬਲਾ ਕਰਦਿਆਂ ਮੁਸਕਾਨ ਨੇ ਗੋਲਡ ਮੈਡਲ ਜਿੱਤਿਆ। ਇਹਨਾਂ ਖੇਡਾਂ ਵਿੱਚ ਮੁਸਕਾਨ ਨੇ ਆਪਣੀ ਵਧੀਆ ਖੇਡ ਤੇ ਕਾਬਲੀਅਤ ਨਾਲ ਸੋਨੇ ਦੇ: [785, 456, 1016, 724]
- svg-text:PAIGAM-E-JAGAT: PAIGAM-E-JAGAT: [1438, 79, 1503, 87]
- page-header: [0, 0, 1540, 115]
